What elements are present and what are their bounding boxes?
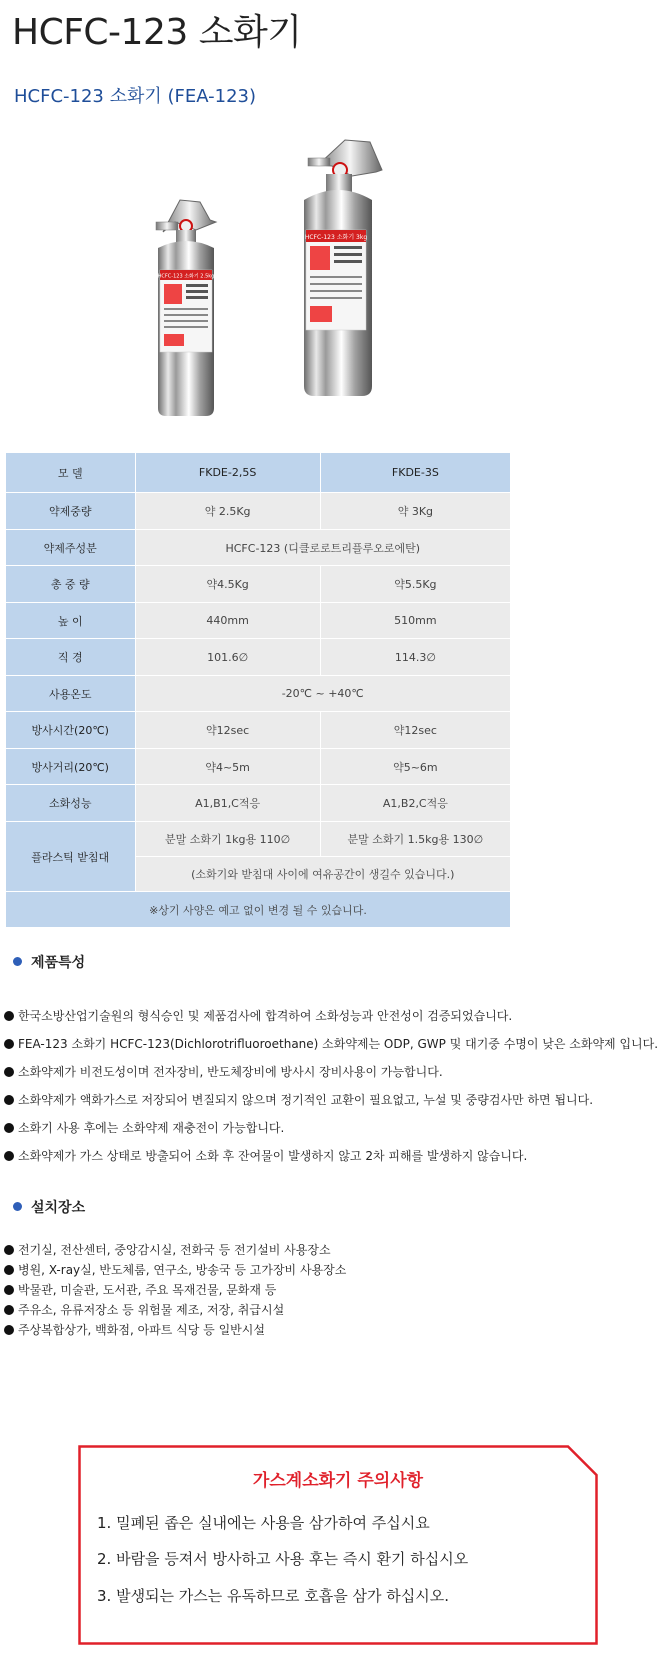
spec-header-label: 모 델 bbox=[6, 453, 136, 493]
install-title: 설치장소 bbox=[31, 1200, 86, 1216]
spec-label: 방사거리(20℃) bbox=[6, 749, 136, 785]
warning-item: 1. 밀폐된 좁은 실내에는 사용을 삼가하여 주십시요 bbox=[97, 1514, 430, 1532]
bullet-icon bbox=[4, 1305, 14, 1315]
warning-item: 2. 바람을 등져서 방사하고 사용 후는 즉시 환기 하십시오 bbox=[97, 1550, 469, 1568]
spec-cell: 약4.5Kg bbox=[135, 566, 320, 603]
large-label-text: HCFC-123 소화기 3kg bbox=[304, 234, 368, 241]
table-row bbox=[6, 566, 511, 603]
list-item bbox=[4, 1114, 664, 1142]
warning-title: 가스계소화기 주의사항 bbox=[252, 1471, 424, 1491]
spec-cell: 약12sec bbox=[135, 712, 320, 749]
features-list bbox=[4, 1002, 664, 1170]
feature-text: 소화약제가 비전도성이며 전자장비, 반도체장비에 방사시 장비사용이 가능합니다. bbox=[18, 1065, 443, 1079]
install-text: 전기실, 전산센터, 중앙감시실, 전화국 등 전기설비 사용장소 bbox=[18, 1243, 331, 1257]
bullet-icon bbox=[4, 1011, 14, 1021]
spec-cell: 약5~6m bbox=[320, 749, 510, 785]
bullet-icon bbox=[4, 1039, 14, 1049]
extinguisher-small-icon bbox=[156, 200, 216, 416]
spec-footnote: ※상기 사양은 예고 없이 변경 될 수 있습니다. bbox=[6, 892, 511, 928]
bullet-icon bbox=[4, 1265, 14, 1275]
install-list bbox=[4, 1240, 346, 1340]
spec-table bbox=[5, 452, 511, 928]
spec-label: 약제주성분 bbox=[6, 530, 136, 566]
install-text: 병원, X-ray실, 반도체룸, 연구소, 방송국 등 고가장비 사용장소 bbox=[18, 1263, 347, 1277]
spec-cell: -20℃ ~ +40℃ bbox=[135, 676, 511, 712]
list-item bbox=[4, 1030, 664, 1058]
spec-cell: 440mm bbox=[135, 603, 320, 639]
list-item bbox=[4, 1260, 346, 1280]
spec-cell: 114.3∅ bbox=[320, 639, 510, 676]
feature-text: 한국소방산업기술원의 형식승인 및 제품검사에 합격하여 소화성능과 안전성이 검증되었습니다. bbox=[18, 1009, 513, 1023]
feature-text: 소화약제가 가스 상태로 방출되어 소화 후 잔여물이 발생하지 않고 2차 피해를 발생하지 않습니다. bbox=[18, 1149, 528, 1163]
extinguisher-large-icon bbox=[304, 140, 382, 396]
table-row bbox=[6, 603, 511, 639]
spec-header-col1: FKDE-2,5S bbox=[135, 453, 320, 493]
table-row bbox=[6, 785, 511, 822]
list-item bbox=[4, 1058, 664, 1086]
spec-cell: A1,B1,C적응 bbox=[135, 785, 320, 822]
table-row bbox=[6, 676, 511, 712]
bullet-icon bbox=[4, 1245, 14, 1255]
install-text: 주유소, 유류저장소 등 위험물 제조, 저장, 취급시설 bbox=[18, 1303, 285, 1317]
spec-label: 플라스틱 받침대 bbox=[6, 822, 136, 892]
spec-label: 소화성능 bbox=[6, 785, 136, 822]
install-text: 박물관, 미술관, 도서관, 주요 목재건물, 문화재 등 bbox=[18, 1283, 277, 1297]
spec-cell: 약4~5m bbox=[135, 749, 320, 785]
spec-cell: A1,B2,C적응 bbox=[320, 785, 510, 822]
bullet-icon bbox=[4, 1123, 14, 1133]
product-photo bbox=[0, 130, 671, 430]
feature-text: 소화약제가 액화가스로 저장되어 변질되지 않으며 정기적인 교환이 필요없고, 누설 및 중량검사만 하면 됩니다. bbox=[18, 1093, 594, 1107]
list-item bbox=[4, 1002, 664, 1030]
table-row bbox=[6, 639, 511, 676]
table-row bbox=[6, 822, 511, 857]
warning-item: 3. 발생되는 가스는 유독하므로 호흡을 삼가 하십시오. bbox=[97, 1587, 449, 1605]
table-row bbox=[6, 749, 511, 785]
section-bullet-icon bbox=[13, 957, 22, 966]
list-item bbox=[4, 1300, 346, 1320]
bullet-icon bbox=[4, 1285, 14, 1295]
spec-cell: (소화기와 받침대 사이에 여유공간이 생길수 있습니다.) bbox=[135, 857, 511, 892]
spec-cell: 약 2.5Kg bbox=[135, 493, 320, 530]
feature-text: FEA-123 소화기 HCFC-123(Dichlorotrifluoroethane) 소화약제는 ODP, GWP 및 대기중 수명이 낮은 소화약제 입니다. bbox=[18, 1037, 659, 1051]
table-row bbox=[6, 530, 511, 566]
spec-label: 사용온도 bbox=[6, 676, 136, 712]
product-subtitle: HCFC-123 소화기 (FEA-123) bbox=[14, 86, 257, 107]
spec-cell: 분말 소화기 1kg용 110∅ bbox=[135, 822, 320, 857]
spec-label: 총 중 량 bbox=[6, 566, 136, 603]
spec-label: 직 경 bbox=[6, 639, 136, 676]
install-text: 주상복합상가, 백화점, 아파트 식당 등 일반시설 bbox=[18, 1323, 265, 1337]
list-item bbox=[4, 1280, 346, 1300]
small-label-text: HCFC-123 소화기 2.5kg bbox=[157, 273, 215, 280]
install-heading bbox=[13, 1197, 85, 1217]
bullet-icon bbox=[4, 1325, 14, 1335]
spec-cell: 약 3Kg bbox=[320, 493, 510, 530]
section-bullet-icon bbox=[13, 1202, 22, 1211]
bullet-icon bbox=[4, 1095, 14, 1105]
list-item bbox=[4, 1142, 664, 1170]
list-item bbox=[4, 1086, 664, 1114]
page-title: HCFC-123 소화기 bbox=[12, 12, 302, 53]
spec-header-col2: FKDE-3S bbox=[320, 453, 510, 493]
table-row bbox=[6, 453, 511, 493]
bullet-icon bbox=[4, 1151, 14, 1161]
list-item bbox=[4, 1240, 346, 1260]
spec-label: 약제중량 bbox=[6, 493, 136, 530]
table-row bbox=[6, 892, 511, 928]
spec-cell: 약5.5Kg bbox=[320, 566, 510, 603]
table-row bbox=[6, 493, 511, 530]
spec-cell: 510mm bbox=[320, 603, 510, 639]
spec-cell: 약12sec bbox=[320, 712, 510, 749]
feature-text: 소화기 사용 후에는 소화약제 재충전이 가능합니다. bbox=[18, 1121, 285, 1135]
spec-label: 높 이 bbox=[6, 603, 136, 639]
spec-cell: 101.6∅ bbox=[135, 639, 320, 676]
features-heading bbox=[13, 952, 85, 972]
spec-cell: 분말 소화기 1.5kg용 130∅ bbox=[320, 822, 510, 857]
features-title: 제품특성 bbox=[31, 955, 86, 971]
bullet-icon bbox=[4, 1067, 14, 1077]
table-row bbox=[6, 712, 511, 749]
spec-cell: HCFC-123 (디클로로트리플루오로에탄) bbox=[135, 530, 511, 566]
spec-label: 방사시간(20℃) bbox=[6, 712, 136, 749]
list-item bbox=[4, 1320, 346, 1340]
